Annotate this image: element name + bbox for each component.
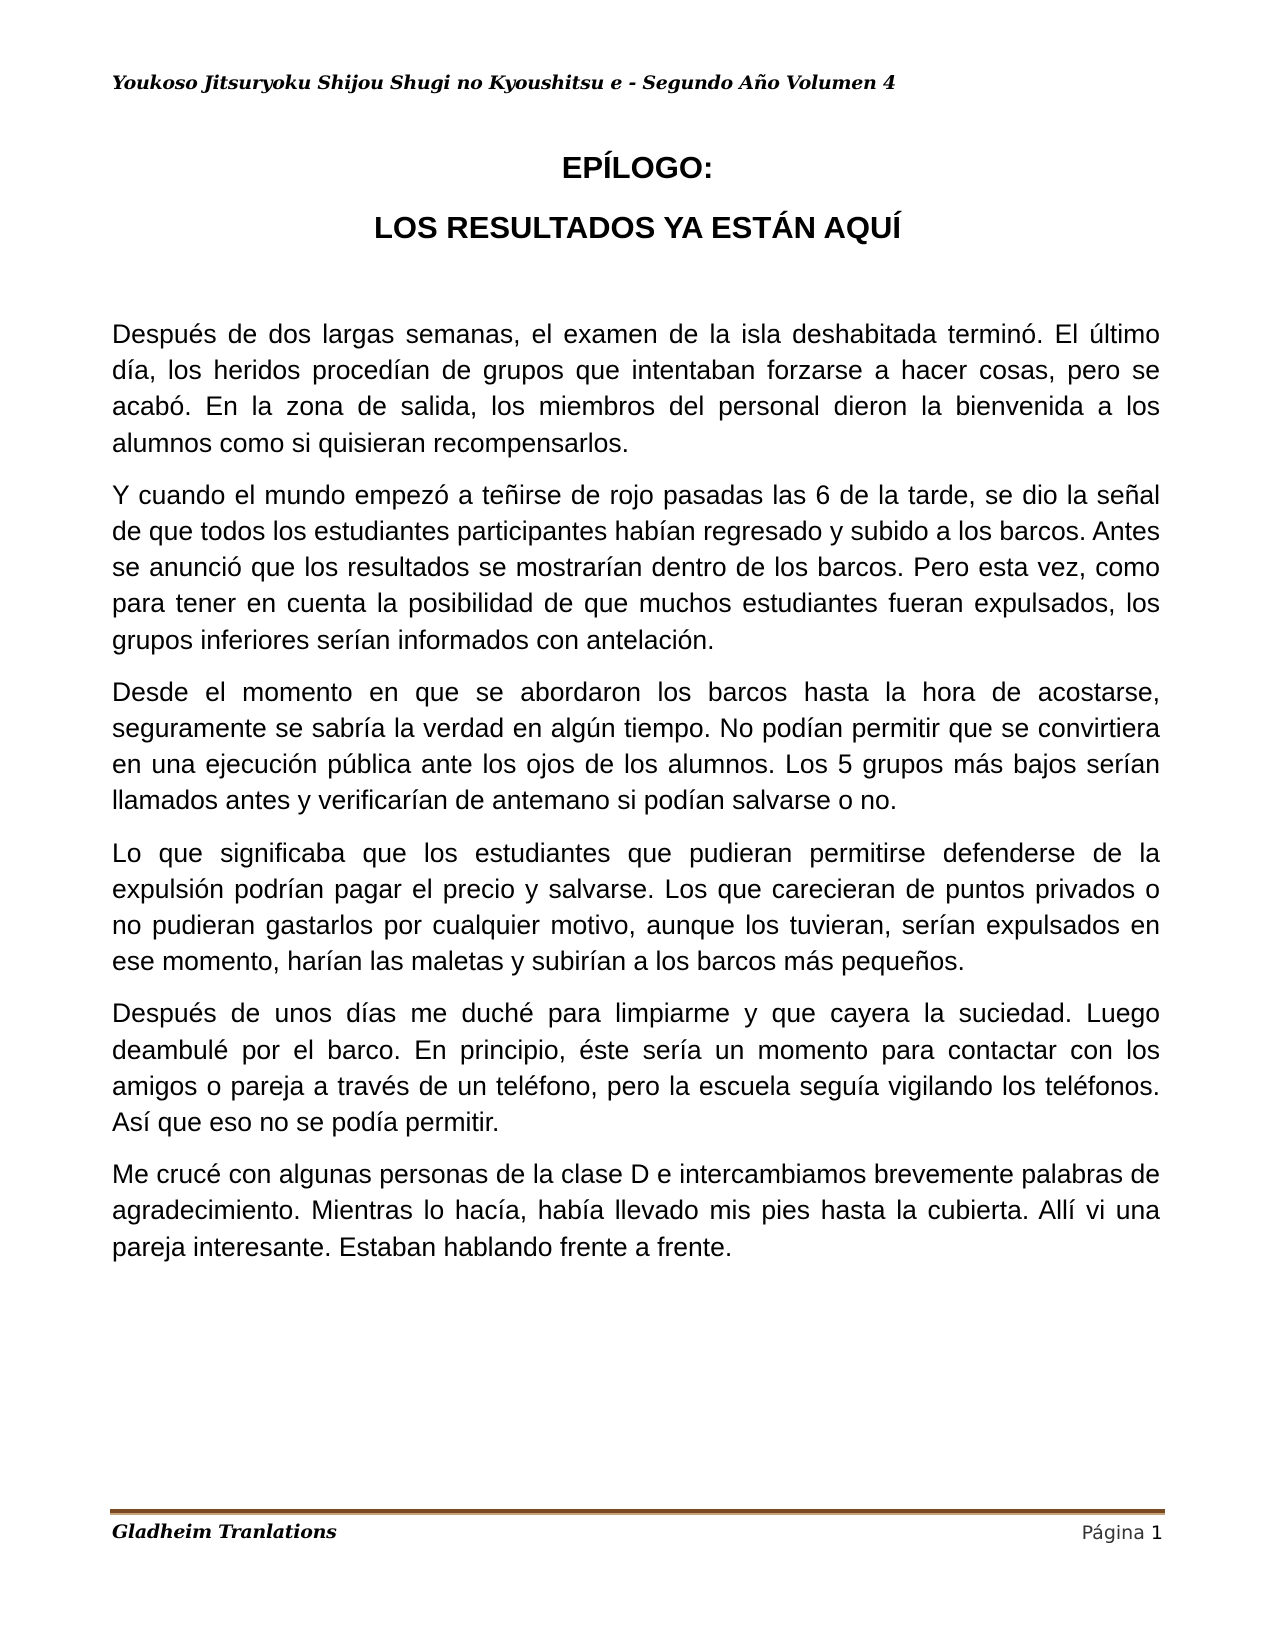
paragraph: Después de dos largas semanas, el examen de la isla deshabitada terminó. El último día, los heridos procedían de grupos que intentaban forzarse a hacer cosas, pero se acabó. En la zona de salida, los miembros del personal dieron la bienvenida a los alumnos como si quisieran recompensarlos. [112,319,1160,458]
chapter-subtitle: LOS RESULTADOS YA ESTÁN AQUÍ [373,210,902,245]
paragraph: Después de unos días me duché para limpiarme y que cayera la suciedad. Luego deambulé por el barco. En principio, éste sería un momento para contactar con los amigos o pareja a través de un teléfono, pero la escuela seguía vigilando los teléfonos. Así que eso no se podía permitir. [112,998,1160,1138]
footer-divider [110,1509,1165,1515]
chapter-title: EPÍLOGO: [561,150,714,185]
running-header: Youkoso Jitsuryoku Shijou Shugi no Kyoushitsu e - Segundo Año Volumen 4 [112,72,896,94]
page-number-value: 1 [1150,1522,1163,1544]
page-number [1082,1522,1163,1544]
page-label: Página [1081,1522,1145,1544]
footer-credit: Gladheim Tranlations [112,1521,337,1543]
chapter-body [112,316,1160,1281]
paragraph: Y cuando el mundo empezó a teñirse de rojo pasadas las 6 de la tarde, se dio la señal de que todos los estudiantes participantes habían regresado y subido a los barcos. Antes se anunció que los resultados se mostrarían dentro de los barcos. Pero esta vez, como para tener en cuenta la posibilidad de que muchos estudiantes fueran expulsados, los grupos inferiores serían informados con antelación. [112,479,1160,655]
paragraph: Me crucé con algunas personas de la clase D e intercambiamos brevemente palabras de agradecimiento. Mientras lo hacía, había llevado mis pies hasta la cubierta. Allí vi una pareja interesante. Estaban hablando frente a frente. [112,1159,1160,1262]
paragraph: Desde el momento en que se abordaron los barcos hasta la hora de acostarse, seguramente se sabría la verdad en algún tiempo. No podían permitir que se convirtiera en una ejecución pública ante los ojos de los alumnos. Los 5 grupos más bajos serían llamados antes y verificarían de antemano si podían salvarse o no. [112,676,1160,816]
paragraph: Lo que significaba que los estudiantes que pudieran permitirse defenderse de la expulsión podrían pagar el precio y salvarse. Los que carecieran de puntos privados o no pudieran gastarlos por cualquier motivo, aunque los tuvieran, serían expulsados en ese momento, harían las maletas y subirían a los barcos más pequeños. [112,837,1160,977]
